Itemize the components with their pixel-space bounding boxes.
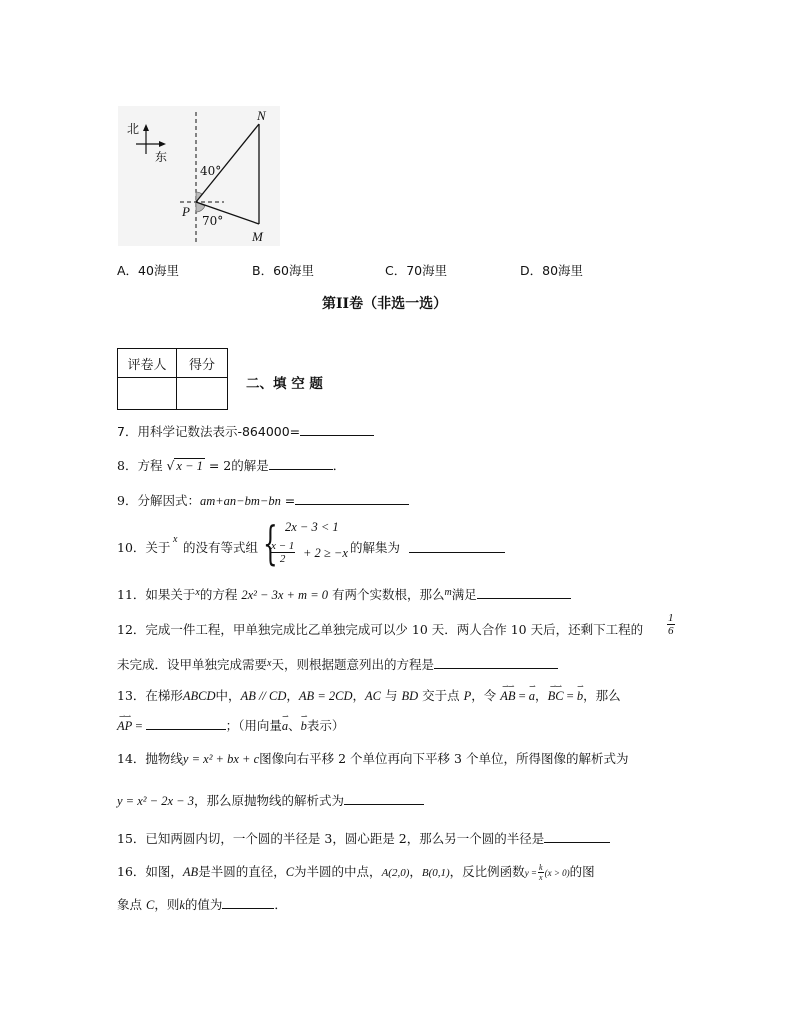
q16-answer-blank[interactable]	[222, 896, 274, 909]
q11-var2: m	[444, 587, 452, 598]
q11-mid: 的方程	[199, 587, 242, 602]
q8-post: = 2的解是	[204, 458, 269, 473]
q13-prefix: 13．在梯形	[117, 688, 183, 703]
q12-line2-prefix: 未完成．设甲单独完成需要	[117, 657, 268, 672]
q16-function-y: y =	[524, 868, 538, 878]
vector-b-ref-label: b	[300, 719, 307, 733]
q14-equation-2: y = x² − 2x − 3	[117, 794, 194, 808]
q16-t5: 的图	[569, 864, 595, 879]
score-table-cell-score[interactable]	[177, 378, 228, 410]
vector-arrow-icon: ⇀	[529, 682, 535, 691]
score-table-col2-header: 得分	[177, 349, 228, 378]
vector-arrow-icon: ⇀	[577, 682, 583, 691]
brace-icon: {	[263, 516, 278, 570]
q15-answer-blank[interactable]	[544, 830, 610, 843]
q16-t3: ，	[409, 864, 422, 879]
q14-prefix: 14．抛物线	[117, 751, 183, 766]
vector-arrow-icon: ⇀	[300, 712, 307, 721]
q11-post: 满足	[451, 587, 477, 602]
vector-arrow-icon: ⇀⇀	[118, 712, 131, 721]
q16-point-b: B(0,1)	[421, 867, 450, 879]
q16-line2-k: k	[179, 898, 185, 912]
option-c: C．70海里	[385, 263, 448, 278]
direction-figure	[118, 106, 280, 246]
q16-line2-post: 的值为	[184, 897, 223, 912]
q16-line2-mid: ，则	[154, 897, 180, 912]
q16-function-num: k	[539, 863, 543, 872]
vector-a-ref-label: a	[281, 719, 289, 733]
q8-answer-blank[interactable]	[269, 457, 333, 470]
vector-b-ref	[300, 712, 307, 735]
question-11	[117, 584, 571, 604]
q9-answer-blank[interactable]	[295, 492, 409, 505]
north-label: 北	[127, 122, 140, 136]
vector-a-label: a	[528, 689, 536, 703]
q16-t2: 为半圆的中点，	[294, 864, 382, 879]
q13-t8: ，那么	[583, 688, 621, 703]
q13-equation: AB = 2CD	[298, 689, 353, 703]
north-arrow-head	[143, 124, 149, 131]
vector-b-label: b	[576, 689, 584, 703]
question-7	[117, 423, 374, 441]
question-12-line-2	[117, 655, 558, 674]
q8-prefix: 8．方程	[117, 458, 167, 473]
q14-line1-post: 图像向右平移 2 个单位再向下平移 3 个单位，所得图像的解析式为	[259, 751, 629, 766]
q16-function-den: x	[539, 873, 543, 882]
q10-answer-blank[interactable]	[409, 540, 505, 553]
vector-a	[528, 682, 536, 705]
q12-answer-blank[interactable]	[434, 656, 558, 669]
section-title: 第II卷（非选一选）	[322, 296, 448, 312]
q12-fraction-den: 6	[668, 625, 674, 637]
q8-radicand: x − 1	[176, 459, 203, 473]
q8-end: ．	[332, 458, 346, 473]
q16-line2-c: C	[145, 898, 155, 912]
score-table-col1-header: 评卷人	[118, 349, 177, 378]
q12-line2-post: 天，则根据题意列出的方程是	[271, 657, 434, 672]
q16-line2-prefix: 象点	[117, 897, 146, 912]
q10-mid: 的没有等式组	[183, 540, 259, 555]
question-15	[117, 830, 610, 848]
q13-t5: 交于点	[418, 688, 464, 703]
vector-arrow-icon: ⇀	[282, 712, 288, 721]
q16-c: C	[285, 865, 295, 879]
score-table-cell-reviewer[interactable]	[118, 378, 177, 410]
vector-BC-label: BC	[547, 689, 564, 703]
east-label: 东	[155, 150, 168, 164]
q12-line1: 12．完成一件工程，甲单独完成比乙单独完成可以少 10 天．两人合作 10 天后，还剩下工程的	[117, 622, 644, 637]
q11-prefix: 11．如果关于	[117, 587, 196, 602]
question-14-line-1	[117, 750, 628, 768]
q13-ac: AC	[365, 689, 381, 703]
q15-text: 15．已知两圆内切，一个圆的半径是 3，圆心距是 2，那么另一个圆的半径是	[117, 831, 545, 846]
q16-point-a: A(2,0)	[381, 867, 410, 879]
q13-abcd: ABCD	[182, 689, 216, 703]
q14-answer-blank[interactable]	[344, 792, 424, 805]
q10-post: 的解集为	[350, 540, 401, 555]
q10-prefix: 10．关于	[117, 540, 171, 555]
q12-fraction	[667, 612, 675, 637]
q13-t2: ，	[286, 688, 299, 703]
vector-AP	[117, 712, 133, 735]
score-table	[117, 348, 228, 410]
option-b: B．60海里	[252, 263, 314, 278]
q9-equals: =	[280, 493, 296, 508]
q10-fraction-den: 2	[279, 553, 286, 565]
question-13-line-2: ⇀⇀ AP = ；（用向量 ⇀ a、 ⇀ b表示）	[117, 717, 344, 735]
q13-t11: 表示）	[306, 718, 345, 733]
q13-p: P	[463, 689, 472, 703]
q10-fraction-num: x − 1	[271, 540, 295, 552]
question-16-line-1	[117, 863, 595, 882]
q10-fraction	[270, 540, 295, 565]
q10-var: x	[173, 534, 178, 545]
q16-line2-end: ．	[274, 897, 287, 912]
q12-fraction-num: 1	[668, 612, 674, 624]
q9-prefix: 9．分解因式：	[117, 493, 200, 508]
q11-equation: 2x² − 3x + m = 0	[241, 588, 329, 602]
q14-line2-post: ，那么原抛物线的解析式为	[193, 793, 344, 808]
q13-bd: BD	[401, 689, 419, 703]
q13-t7: ，	[535, 688, 548, 703]
q11-answer-blank[interactable]	[477, 586, 571, 599]
q13-t1: 中，	[215, 688, 241, 703]
q13-t4: 与	[381, 688, 402, 703]
q13-t6: ，令	[471, 688, 501, 703]
q16-t1: 是半圆的直径，	[198, 864, 286, 879]
point-N-label: N	[257, 108, 266, 123]
q14-equation-1: y = x² + bx + c	[182, 752, 260, 766]
q7-answer-blank[interactable]	[300, 423, 374, 436]
vector-b	[576, 682, 584, 705]
option-a: A．40海里	[117, 263, 179, 278]
angle-70-label: 70°	[202, 214, 224, 228]
section-heading: 二、填 空 题	[246, 376, 323, 392]
segment-PN	[196, 124, 259, 202]
vector-AP-label: AP	[117, 719, 133, 733]
q16-t4: ，反比例函数	[449, 864, 525, 879]
q11-mid2: 有两个实数根，那么	[328, 587, 445, 602]
q13-parallel: AB // CD	[240, 689, 287, 703]
q12-var: x	[267, 658, 272, 669]
vector-arrow-icon: ⇀⇀	[549, 682, 562, 691]
question-8	[117, 457, 345, 475]
vector-AB	[500, 682, 516, 705]
point-P-label: P	[182, 204, 190, 219]
q11-var: x	[195, 587, 200, 598]
angle-40-label: 40°	[200, 164, 222, 178]
q16-ab: AB	[182, 865, 199, 879]
question-16-line-2	[117, 896, 287, 914]
q13-t9: ；（用向量	[225, 718, 282, 733]
east-arrow-head	[159, 141, 166, 147]
question-13-line-1: 13．在梯形ABCD中，AB // CD，AB = 2CD，AC 与 BD 交于点 P，令 ⇀⇀ AB = ⇀ a， ⇀⇀ BC = ⇀ b，那么	[117, 687, 621, 705]
vector-a-ref	[281, 712, 289, 735]
question-9	[117, 492, 409, 510]
q9-expression: am+an−bm−bn	[199, 494, 281, 508]
figure-svg	[118, 106, 280, 246]
option-d: D．80海里	[520, 263, 584, 278]
vector-AB-label: AB	[500, 689, 516, 703]
point-M-label: M	[252, 229, 263, 244]
q10-inequality-2-rest: + 2 ≥ −x	[303, 546, 348, 560]
vector-BC	[547, 682, 564, 705]
question-12-line-1	[117, 621, 643, 639]
answer-options	[117, 262, 583, 280]
q7-text: 7．用科学记数法表示-864000=	[117, 424, 301, 439]
q16-function-condition: (x > 0)	[544, 868, 570, 878]
q13-t3: ，	[352, 688, 366, 703]
q16-prefix: 16．如图，	[117, 864, 183, 879]
q13-answer-blank[interactable]	[146, 717, 226, 730]
vector-arrow-icon: ⇀⇀	[502, 682, 514, 691]
q16-function-fraction	[538, 863, 544, 882]
q10-inequality-1: 2x − 3 < 1	[285, 520, 339, 534]
sqrt-symbol: √	[166, 458, 175, 473]
q13-t10: 、	[288, 718, 301, 733]
question-14-line-2	[117, 792, 424, 810]
